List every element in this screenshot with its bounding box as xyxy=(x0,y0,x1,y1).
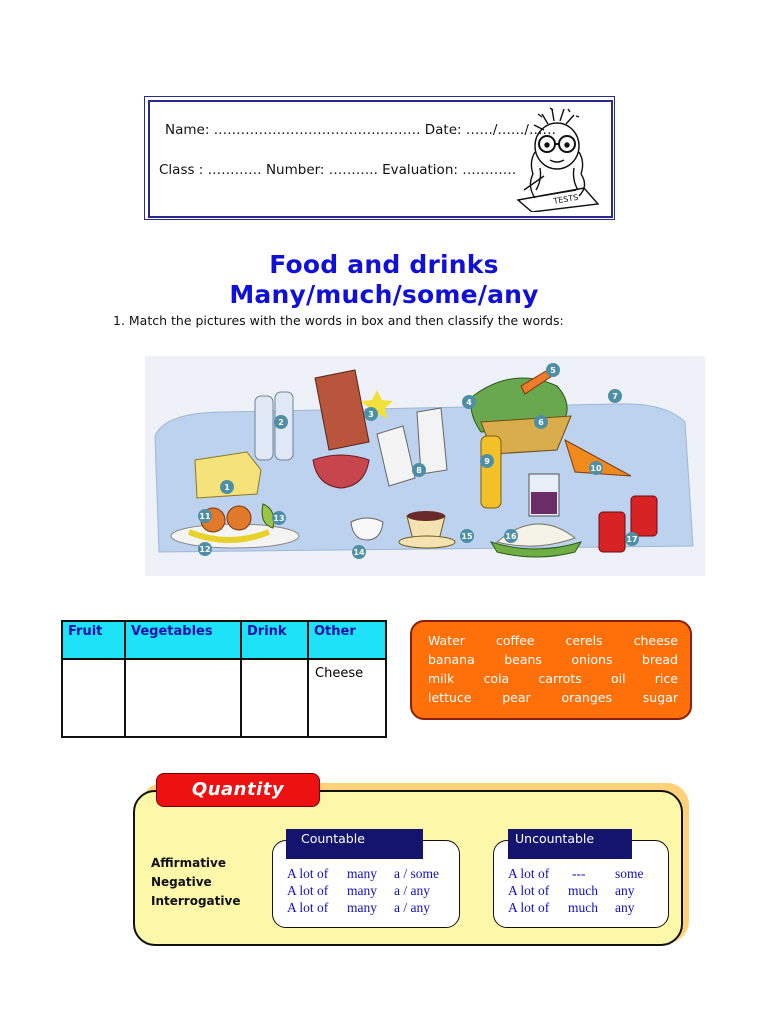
countable-heading: Countable xyxy=(286,829,423,859)
word: carrots xyxy=(538,671,582,686)
exercise-instruction: 1. Match the pictures with the words in box and then classify the words: xyxy=(113,313,564,328)
word-row xyxy=(428,690,678,705)
class-number-evaluation-line: Class : ………… Number: ……….. Evaluation: ………… xyxy=(159,162,517,178)
cell: --- xyxy=(572,866,586,881)
picture-number: 14 xyxy=(353,548,365,557)
label-interrogative: Interrogative xyxy=(151,894,241,908)
word: lettuce xyxy=(428,690,472,705)
uncountable-row xyxy=(508,883,635,899)
picture-number: 16 xyxy=(505,532,517,541)
cell: any xyxy=(615,883,635,898)
countable-row xyxy=(287,866,439,882)
word: cola xyxy=(483,671,510,686)
header-vegetables: Vegetables xyxy=(125,621,241,659)
word: cheese xyxy=(633,633,678,648)
label-negative: Negative xyxy=(151,875,212,889)
word: oranges xyxy=(561,690,612,705)
word-row xyxy=(428,652,678,667)
cell: A lot of xyxy=(287,883,329,898)
word: milk xyxy=(428,671,455,686)
cell: any xyxy=(615,900,635,915)
header-drink: Drink xyxy=(241,621,308,659)
word: oil xyxy=(610,671,626,686)
title-line-1: Food and drinks xyxy=(269,250,499,279)
svg-text:TESTS: TESTS xyxy=(552,192,579,206)
countable-row xyxy=(287,900,430,916)
picture-number: 3 xyxy=(368,410,374,419)
picture-number: 12 xyxy=(199,545,211,554)
uncountable-row xyxy=(508,866,644,882)
header-other: Other xyxy=(308,621,386,659)
cell: A lot of xyxy=(508,900,550,915)
word: Water xyxy=(428,633,465,648)
word: bread xyxy=(641,652,678,667)
picture-number: 7 xyxy=(612,392,618,401)
cell: many xyxy=(347,866,377,881)
word-row xyxy=(428,633,678,648)
title-line-2: Many/much/some/any xyxy=(229,280,539,309)
picture-number: 11 xyxy=(199,512,211,521)
table-header-row xyxy=(62,621,386,659)
picture-number: 17 xyxy=(626,535,638,544)
picture-number: 5 xyxy=(550,366,556,375)
cell: A lot of xyxy=(508,883,550,898)
picture-number: 6 xyxy=(538,418,544,427)
other-cell[interactable]: Cheese xyxy=(308,659,386,737)
picture-number: 13 xyxy=(273,514,285,523)
fruit-cell[interactable] xyxy=(62,659,125,737)
table-row xyxy=(62,659,386,737)
header-fruit: Fruit xyxy=(62,621,125,659)
food-illustration xyxy=(145,356,705,576)
cell: much xyxy=(568,900,598,915)
vegetables-cell[interactable] xyxy=(125,659,241,737)
quantity-tab: Quantity xyxy=(156,773,320,807)
picture-number: 9 xyxy=(484,457,490,466)
label-affirmative: Affirmative xyxy=(151,856,226,870)
picture-number: 10 xyxy=(590,464,602,473)
word-row xyxy=(428,671,678,686)
picture-number: 8 xyxy=(416,466,422,475)
uncountable-row xyxy=(508,900,635,916)
word: coffee xyxy=(495,633,535,648)
name-date-line: Name: ………………………………………. Date: ……/……/…… xyxy=(165,122,556,138)
student-cartoon-icon xyxy=(510,104,606,212)
picture-number: 4 xyxy=(466,398,472,407)
cell: a / any xyxy=(394,900,430,915)
word: onions xyxy=(571,652,613,667)
picture-number: 2 xyxy=(278,418,284,427)
word: pear xyxy=(502,690,531,705)
word: rice xyxy=(654,671,678,686)
cell: A lot of xyxy=(287,900,329,915)
picture-number: 1 xyxy=(224,483,230,492)
picture-number: 15 xyxy=(461,532,473,541)
uncountable-heading: Uncountable xyxy=(508,829,632,859)
classify-table xyxy=(61,620,387,738)
cell: A lot of xyxy=(508,866,550,881)
cell: many xyxy=(347,883,377,898)
word: beans xyxy=(504,652,542,667)
word: cerels xyxy=(565,633,603,648)
word: sugar xyxy=(642,690,678,705)
cell: some xyxy=(615,866,644,881)
drink-cell[interactable] xyxy=(241,659,308,737)
cell: A lot of xyxy=(287,866,329,881)
cell: much xyxy=(568,883,598,898)
cell: a / some xyxy=(394,866,439,881)
countable-row xyxy=(287,883,430,899)
word-box xyxy=(410,620,692,720)
word: banana xyxy=(428,652,475,667)
cell: many xyxy=(347,900,377,915)
cell: a / any xyxy=(394,883,430,898)
